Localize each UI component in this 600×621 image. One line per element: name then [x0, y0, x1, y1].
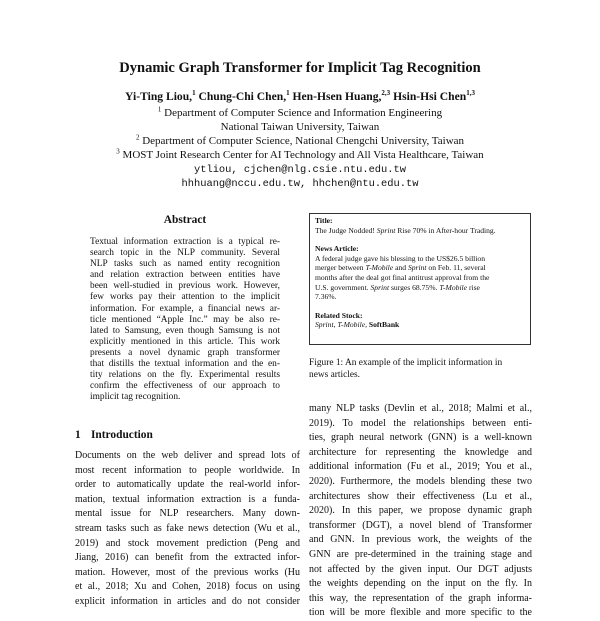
- abstract-line: and relation extraction between entities have: [90, 270, 280, 281]
- body-text-line: architectures show their effectiveness (Lu et al.,: [309, 490, 532, 502]
- figure-1-caption: Figure 1: An example of the implicit information in news articles.: [309, 358, 503, 380]
- abstract-line: ticle mentioned “Apple Inc.” may be also re-: [90, 314, 280, 325]
- body-text-line: 2019). To model the relationships between enti-: [309, 417, 532, 429]
- affiliation-1-line-1: $^1$ Department of Computer Science and Information Engineering: [157, 105, 443, 119]
- introduction-line: Jiang, 2016) can benefit from the extracted infor-: [75, 552, 300, 564]
- right-column-body: [309, 402, 532, 621]
- abstract-heading: Abstract: [163, 214, 207, 226]
- affiliation-1-line-2: National Taiwan University, Taiwan: [220, 121, 380, 133]
- introduction-line: explicit information in articles and do not consider: [75, 595, 300, 607]
- abstract-line: been well-studied in previous work. However,: [90, 281, 280, 292]
- abstract-line: implicit tag recognition.: [90, 392, 181, 403]
- abstract-line: NLP tasks such as named entity recognition: [90, 259, 280, 270]
- introduction-body: [75, 449, 300, 610]
- figure-article-label: News Article:: [315, 244, 359, 254]
- abstract-body: [90, 237, 280, 403]
- body-text-line: tion will be more flexible and more specific to the: [309, 607, 532, 619]
- abstract-line: information. For example, a financial news ar-: [90, 303, 280, 314]
- author-2: Chung-Chi Chen,$^1$: [198, 89, 290, 103]
- abstract-line: few works pay their attention to the implicit: [90, 292, 280, 303]
- body-text-line: not affected by the given input. Our DGT adjusts: [309, 563, 532, 575]
- section-heading-introduction: 1 Introduction: [75, 429, 153, 441]
- introduction-line: mental issue for NLP researchers. Many down-: [75, 508, 300, 520]
- introduction-line: 2019) and stock movement prediction (Peng and: [75, 537, 300, 549]
- author-3: Hen-Hsen Huang,$^{2,3}$: [292, 89, 391, 103]
- abstract-line: Textual information extraction is a typical re-: [90, 237, 280, 247]
- body-text-line: the weights depending on the input on the fly. In: [309, 578, 532, 590]
- abstract-line: lated to Samsung, even though Samsung is not: [90, 325, 280, 336]
- author-list: [0, 90, 600, 103]
- body-text-line: transformer (DGT), a novel blend of Transformer: [309, 519, 532, 531]
- abstract-line: search topic in the NLP community. Several: [90, 248, 280, 259]
- body-text-line: GNN are pre-determined in the training stage and: [309, 548, 532, 560]
- figure-article-text: A federal judge gave his blessing to the US$26.5 billion merger between T-Mobile and Sprint on Feb. 11, several months after the deal got final antitrust approval from the U.S. government. Sprint surges 68.75%. T-Mobile rise 7.36%.: [315, 253, 490, 302]
- figure-title-text: The Judge Nodded! Sprint Rise 70% in After-hour Trading.: [315, 225, 496, 235]
- paper-title: Dynamic Graph Transformer for Implicit Tag Recognition: [119, 60, 481, 76]
- introduction-line: most recent information to people worldwide. In: [75, 464, 300, 476]
- author-4: Hsin-Hsi Chen$^{1,3}$: [393, 89, 475, 103]
- abstract-line: confirm the effectiveness of our approach to: [90, 381, 280, 392]
- body-text-line: many NLP tasks (Devlin et al., 2018; Malmi et al.,: [309, 403, 532, 414]
- affiliation-2: $^2$ Department of Computer Science, National Chengchi University, Taiwan: [135, 133, 465, 147]
- introduction-line: Documents on the web deliver and spread lots of: [75, 450, 300, 461]
- body-text-line: architecture for representing the knowledge and: [309, 446, 532, 458]
- body-text-line: this way, the representation of the graph informa-: [309, 592, 532, 604]
- introduction-line: mation. However, most of the previous works (Hu: [75, 566, 300, 578]
- abstract-line: explicitly mentioned in this article. This work: [90, 336, 280, 347]
- introduction-line: mation, textual information extraction is a funda-: [75, 493, 300, 505]
- figure-stock-list: Sprint, T-Mobile, SoftBank: [315, 320, 400, 330]
- affiliation-3: $^3$ MOST Joint Research Center for AI Technology and All Vista Healthcare, Taiwan: [116, 147, 484, 161]
- figure-1-box: [309, 213, 531, 345]
- abstract-line: that distills the textual information and the en-: [90, 359, 280, 370]
- email-line-2: hhhuang@nccu.edu.tw, hhchen@ntu.edu.tw: [181, 178, 419, 190]
- abstract-line: tity relations on the fly. Experimental results: [90, 370, 280, 381]
- body-text-line: 2020). Furthermore, the models blending these two: [309, 475, 532, 487]
- figure-stock-label: Related Stock:: [315, 310, 363, 320]
- figure-title-label: Title:: [315, 216, 333, 225]
- body-text-line: 2020). In this paper, we propose dynamic graph: [309, 505, 532, 517]
- abstract-line: presents a novel dynamic graph transformer: [90, 347, 280, 358]
- body-text-line: additional information (Fu et al., 2019; You et al.,: [309, 461, 532, 473]
- introduction-line: order to automatically update the real-world infor-: [75, 479, 300, 491]
- introduction-line: et al., 2018; Xu and Cohen, 2018) focus on using: [75, 581, 300, 593]
- body-text-line: ties, graph neural network (GNN) is a well-known: [309, 432, 532, 444]
- author-1: Yi-Ting Liou,$^1$: [125, 89, 196, 103]
- introduction-line: stream tasks such as fake news detection (Wu et al.,: [75, 522, 300, 534]
- email-line-1: ytliou, cjchen@nlg.csie.ntu.edu.tw: [193, 164, 406, 176]
- body-text-line: and GNN. In previous work, the weights of the: [309, 534, 532, 546]
